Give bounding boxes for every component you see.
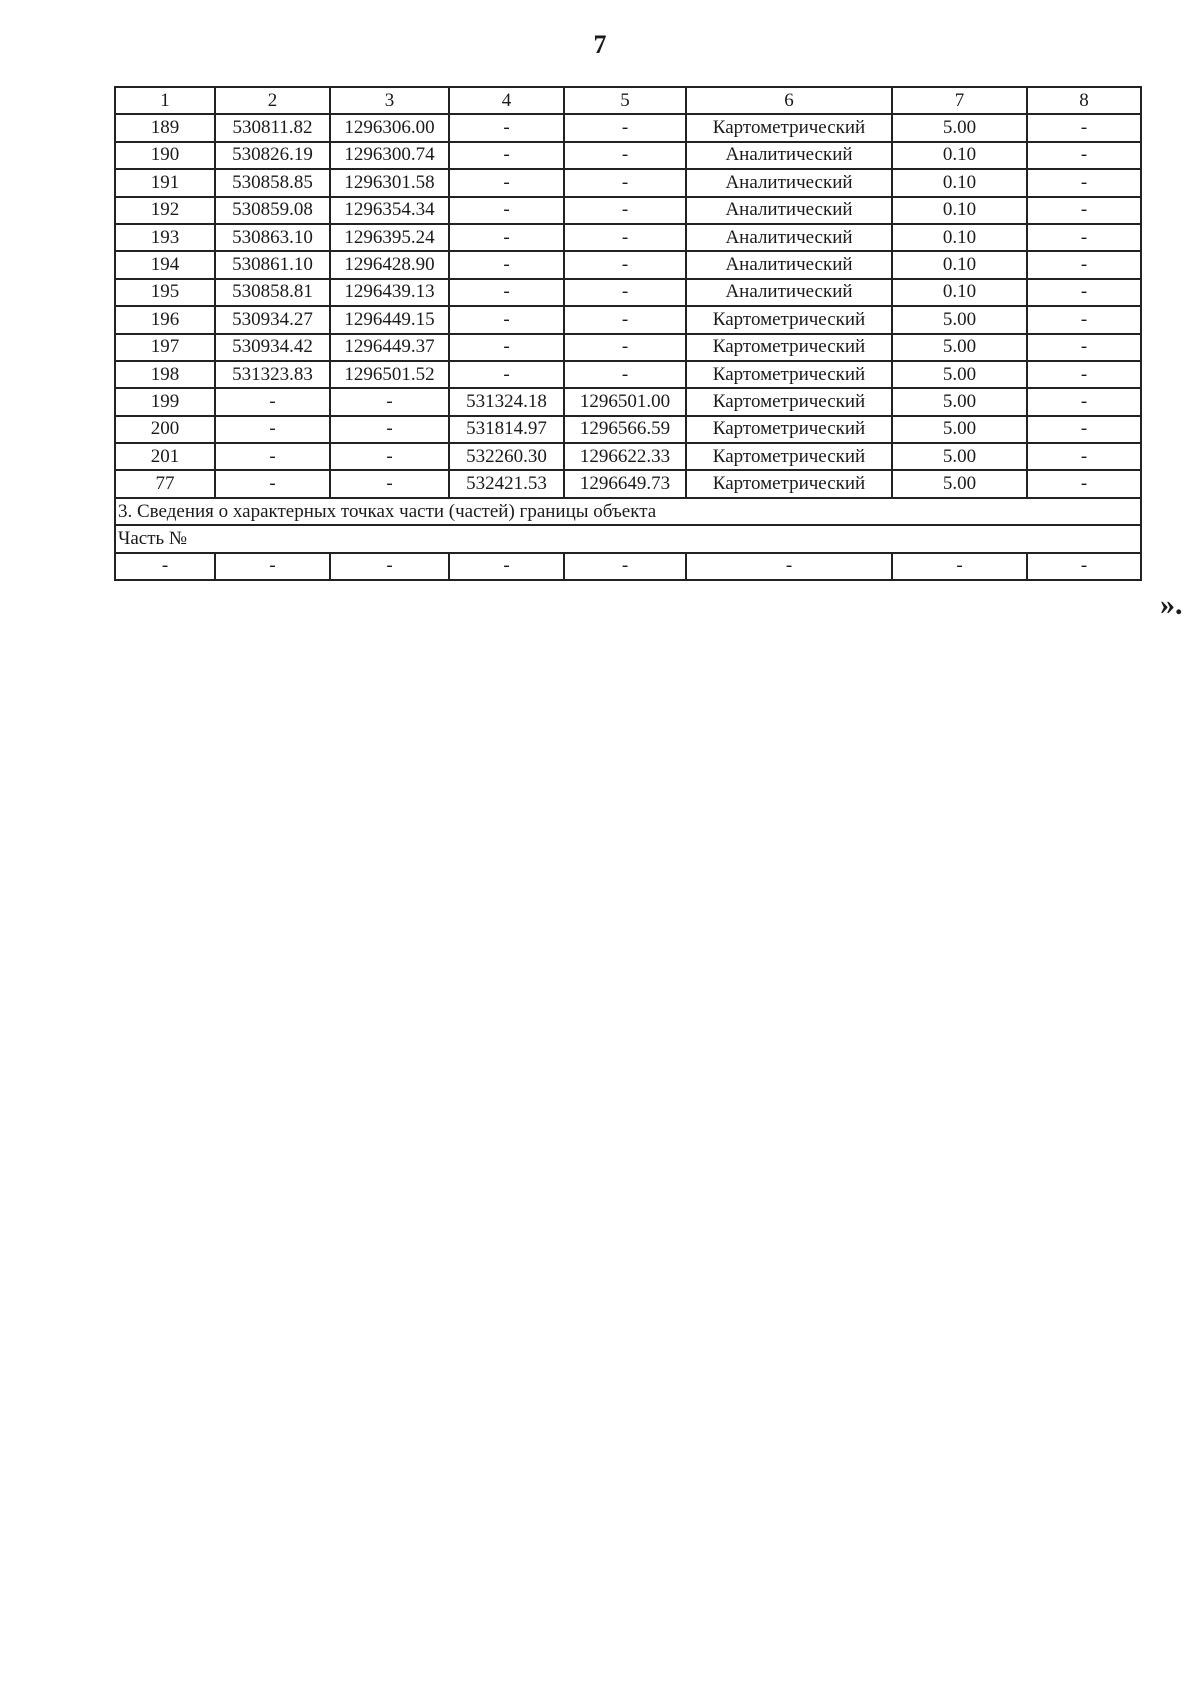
table-cell: - [1027,388,1141,415]
table-row [115,306,1141,333]
table-cell: - [449,306,564,333]
table-cell: - [564,306,686,333]
table-cell: Картометрический [686,361,892,388]
table-cell: - [215,553,330,580]
table-cell: Аналитический [686,251,892,278]
table-cell: 6 [686,87,892,114]
table-cell: Картометрический [686,470,892,497]
table-cell: 531814.97 [449,416,564,443]
table-cell: - [449,334,564,361]
table-cell: - [449,197,564,224]
table-row [115,169,1141,196]
table-cell: Картометрический [686,306,892,333]
table-cell: 4 [449,87,564,114]
table-body [115,87,1141,580]
table-cell: 192 [115,197,215,224]
table-cell: 5.00 [892,443,1027,470]
table-cell: - [564,197,686,224]
table-cell: - [1027,142,1141,169]
table-cell: 194 [115,251,215,278]
table-cell: - [215,443,330,470]
table-cell: - [449,114,564,141]
table-cell: - [564,334,686,361]
table-row [115,416,1141,443]
table-cell: Картометрический [686,334,892,361]
table-cell: 199 [115,388,215,415]
table-cell: 1296300.74 [330,142,449,169]
section-title-row [115,498,1141,525]
table-cell: - [449,279,564,306]
table-cell: - [449,251,564,278]
table-cell: - [330,443,449,470]
table-cell: 1296354.34 [330,197,449,224]
table-cell: - [215,388,330,415]
table-cell: - [686,553,892,580]
table-cell: 5.00 [892,306,1027,333]
part-label-row-cell: Часть № [115,525,1141,552]
coordinates-table [114,86,1142,581]
table-cell: Картометрический [686,416,892,443]
table-cell: - [330,470,449,497]
table-cell: 530826.19 [215,142,330,169]
table-cell: 1296649.73 [564,470,686,497]
table-cell: 189 [115,114,215,141]
table-cell: - [449,142,564,169]
table-cell: 3 [330,87,449,114]
table-cell: 201 [115,443,215,470]
table-cell: - [564,224,686,251]
table-cell: - [330,553,449,580]
table-cell: 200 [115,416,215,443]
table-cell: - [1027,361,1141,388]
table-cell: - [215,470,330,497]
table-cell: - [449,169,564,196]
table-cell: 530934.42 [215,334,330,361]
table-cell: 2 [215,87,330,114]
table-cell: - [1027,553,1141,580]
table-row [115,443,1141,470]
table-cell: Картометрический [686,388,892,415]
table-cell: 1296428.90 [330,251,449,278]
table-cell: - [1027,470,1141,497]
table-cell: 5.00 [892,388,1027,415]
table-cell: Аналитический [686,279,892,306]
table-cell: 0.10 [892,169,1027,196]
table-cell: Аналитический [686,169,892,196]
table-cell: 5.00 [892,114,1027,141]
table-cell: - [564,361,686,388]
table-cell: 195 [115,279,215,306]
table-cell: - [1027,443,1141,470]
table-cell: 532260.30 [449,443,564,470]
table-cell: - [1027,279,1141,306]
table-cell: 0.10 [892,251,1027,278]
table-cell: 197 [115,334,215,361]
table-cell: 1296306.00 [330,114,449,141]
table-cell: 5.00 [892,334,1027,361]
table-cell: - [330,416,449,443]
table-cell: 5.00 [892,416,1027,443]
table-cell: 0.10 [892,142,1027,169]
table-cell: 1296395.24 [330,224,449,251]
table-cell: 193 [115,224,215,251]
table-cell: - [1027,306,1141,333]
table-cell: - [215,416,330,443]
table-cell: 1296501.00 [564,388,686,415]
table-cell: 530861.10 [215,251,330,278]
table-cell: - [564,251,686,278]
table-row [115,361,1141,388]
page-number: 7 [593,30,607,59]
table-cell: 5 [564,87,686,114]
table-row [115,142,1141,169]
table-cell: 532421.53 [449,470,564,497]
table-cell: - [892,553,1027,580]
table-cell: - [564,553,686,580]
table-cell: 1296301.58 [330,169,449,196]
table-cell: - [449,224,564,251]
table-cell: - [564,279,686,306]
table-cell: Картометрический [686,114,892,141]
table-row [115,334,1141,361]
table-cell: Аналитический [686,224,892,251]
table-cell: Картометрический [686,443,892,470]
table-row [115,470,1141,497]
section-title-row-cell: 3. Сведения о характерных точках части (частей) границы объекта [115,498,1141,525]
table-cell: - [1027,251,1141,278]
table-cell: 8 [1027,87,1141,114]
table-row-empty [115,553,1141,580]
table-cell: - [1027,334,1141,361]
table-row [115,224,1141,251]
table-cell: 77 [115,470,215,497]
table-row [115,197,1141,224]
table-cell: - [449,361,564,388]
table-cell: - [1027,169,1141,196]
table-cell: 0.10 [892,279,1027,306]
table-cell: 196 [115,306,215,333]
table-cell: 530934.27 [215,306,330,333]
table-cell: Аналитический [686,142,892,169]
table-cell: 1296439.13 [330,279,449,306]
table-cell: - [564,142,686,169]
table-cell: - [115,553,215,580]
table-cell: 530858.81 [215,279,330,306]
table-cell: 1296566.59 [564,416,686,443]
table-cell: 531324.18 [449,388,564,415]
table-cell: - [1027,224,1141,251]
table-cell: - [1027,197,1141,224]
table-cell: 530811.82 [215,114,330,141]
table-row [115,279,1141,306]
table-cell: 198 [115,361,215,388]
table-row [115,251,1141,278]
table-cell: 190 [115,142,215,169]
table-cell: Аналитический [686,197,892,224]
table-cell: 1296449.37 [330,334,449,361]
table-cell: 1 [115,87,215,114]
table-cell: - [564,169,686,196]
table-header-row [115,87,1141,114]
table-cell: 191 [115,169,215,196]
part-label-row [115,525,1141,552]
table-cell: 1296501.52 [330,361,449,388]
table-cell: 1296449.15 [330,306,449,333]
table-cell: 5.00 [892,470,1027,497]
table-cell: 0.10 [892,197,1027,224]
closing-quote-mark: ». [1160,588,1183,621]
table-cell: 531323.83 [215,361,330,388]
table-cell: - [330,388,449,415]
table-cell: 1296622.33 [564,443,686,470]
table-cell: 7 [892,87,1027,114]
table-cell: 530863.10 [215,224,330,251]
table-cell: - [1027,416,1141,443]
table-cell: - [1027,114,1141,141]
table-cell: - [564,114,686,141]
table-cell: 530859.08 [215,197,330,224]
table-cell: 5.00 [892,361,1027,388]
table-cell: 0.10 [892,224,1027,251]
table-cell: - [449,553,564,580]
table-row [115,114,1141,141]
table-cell: 530858.85 [215,169,330,196]
table-row [115,388,1141,415]
